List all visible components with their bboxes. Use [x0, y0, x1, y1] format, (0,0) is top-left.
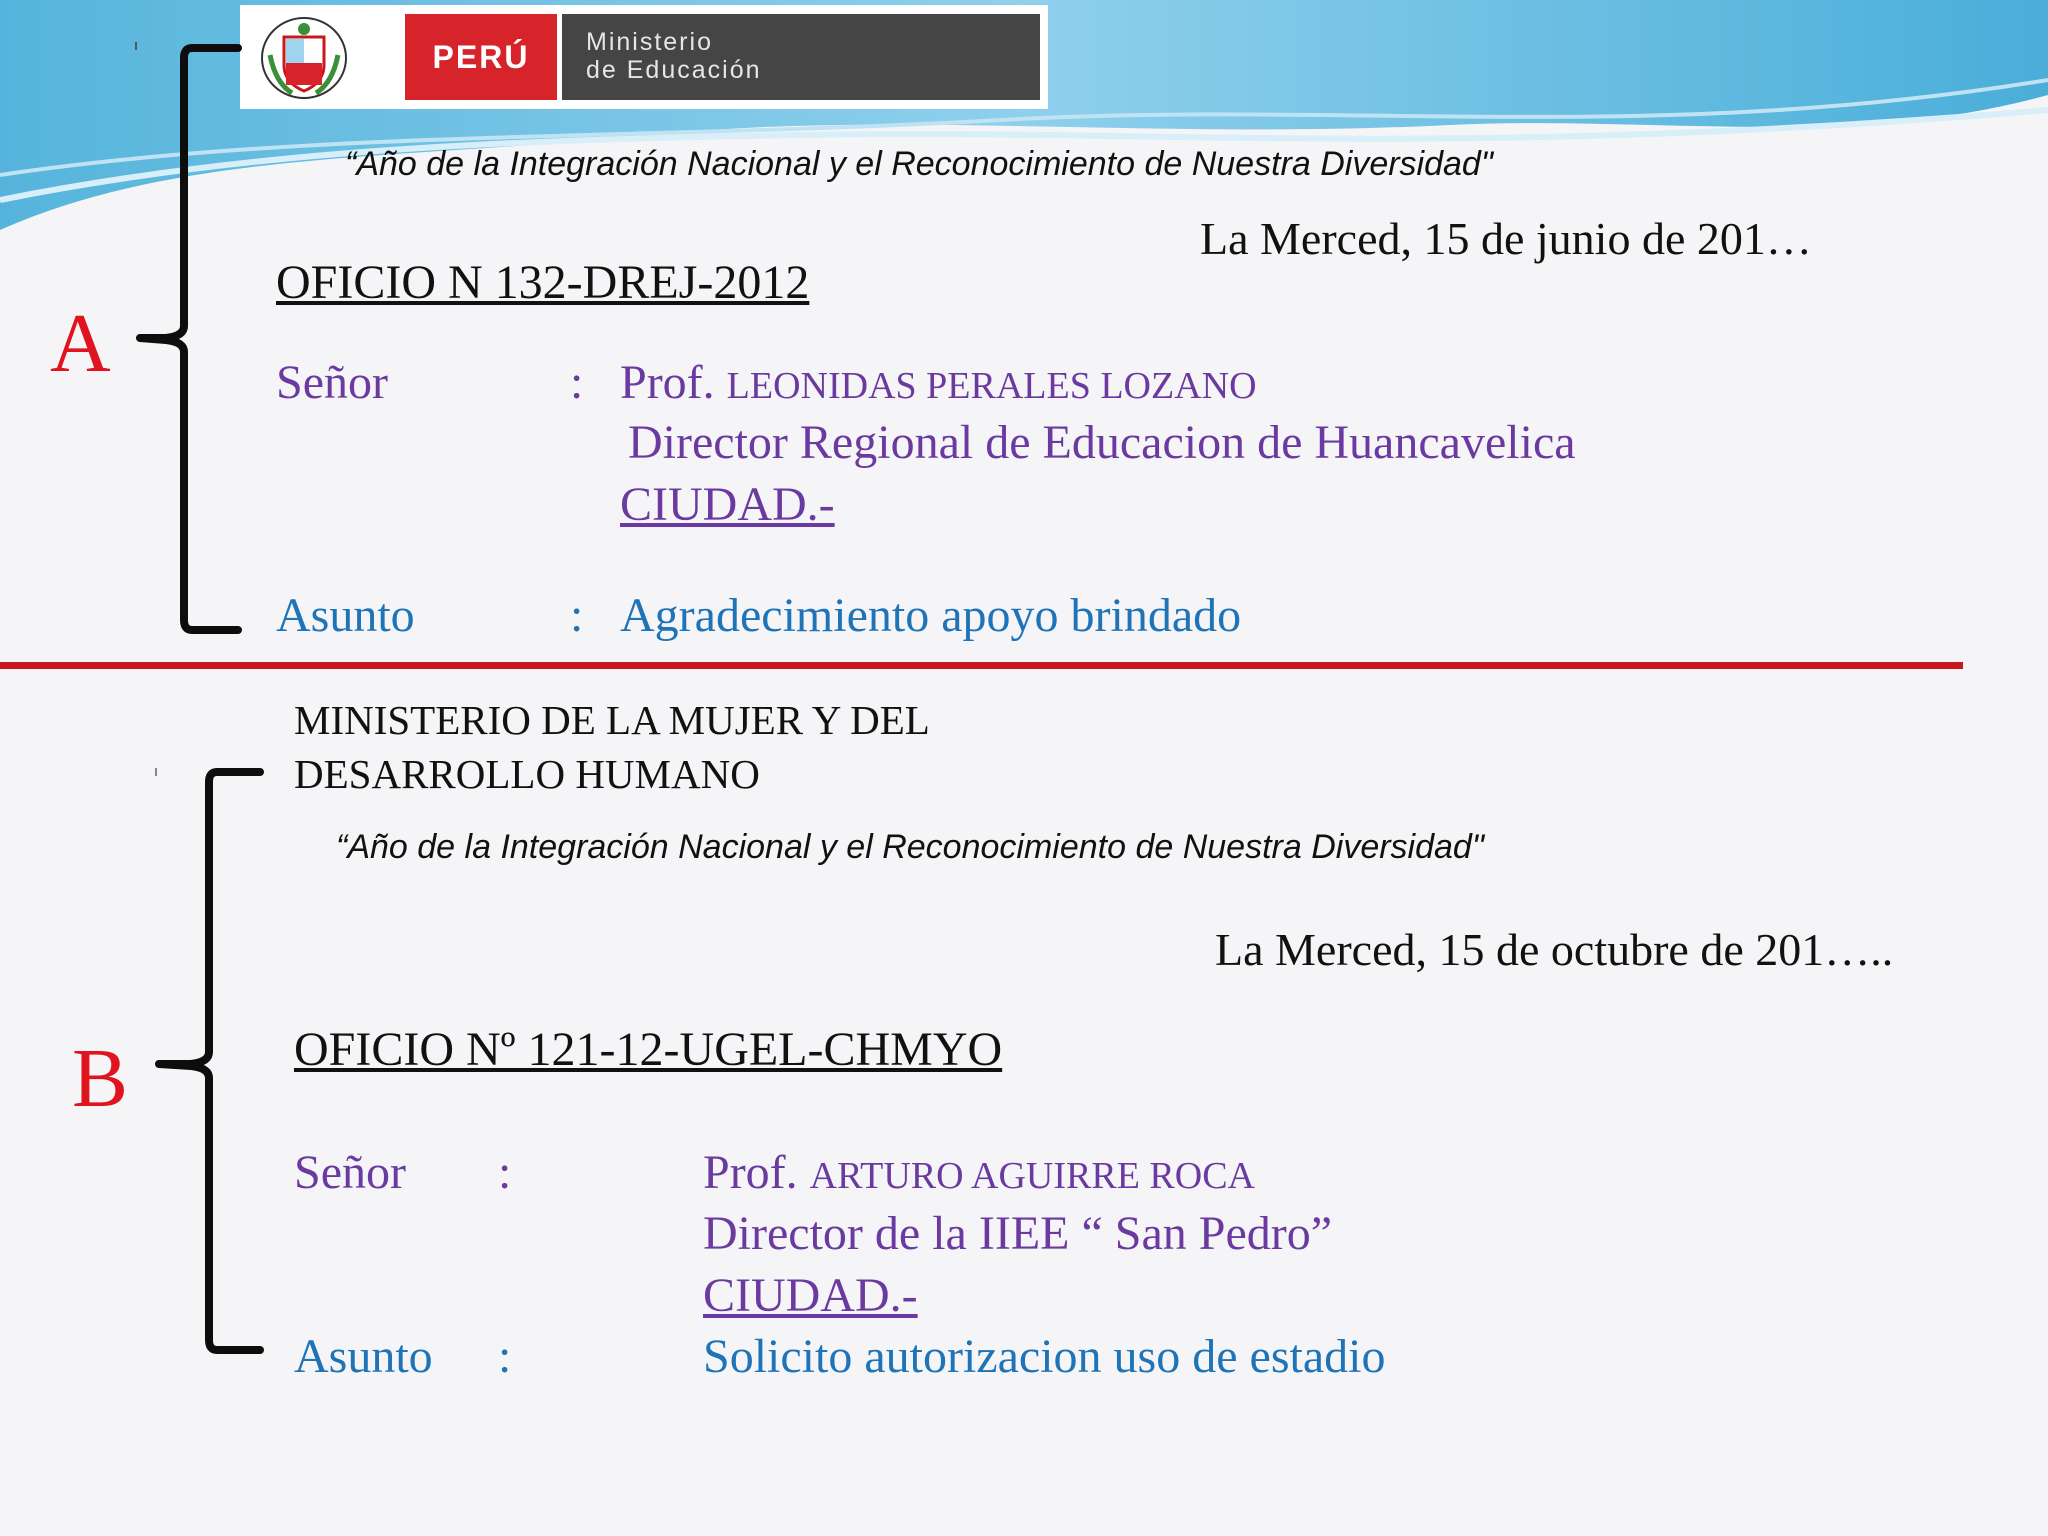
section-b-letter: B	[72, 1032, 129, 1125]
section-b-prof: Prof.	[703, 1146, 798, 1199]
section-b-recipient-title: Director de la IIEE “ San Pedro”	[703, 1207, 1333, 1260]
section-divider	[0, 662, 1963, 669]
brace-a-icon	[130, 40, 250, 640]
section-a-recipient-name: LEONIDAS PERALES LOZANO	[726, 365, 1257, 407]
section-a-asunto: Agradecimiento apoyo brindado	[620, 589, 1242, 642]
section-a-letter: A	[50, 297, 111, 390]
section-b-ministry-line-1: MINISTERIO DE LA MUJER Y DEL	[294, 697, 930, 743]
section-b-recipient	[703, 1145, 1255, 1200]
section-a-date: La Merced, 15 de junio de 201…	[1200, 213, 1812, 264]
section-a-asunto-colon: :	[570, 589, 584, 642]
section-b-ministry	[294, 693, 930, 801]
section-b-senor-colon: :	[498, 1146, 512, 1199]
brace-b-icon	[145, 760, 265, 1360]
section-b-asunto-colon: :	[498, 1330, 512, 1383]
section-b-motto: “Año de la Integración Nacional y el Reconocimiento de Nuestra Diversidad"	[336, 828, 1484, 866]
section-a-recipient-title: Director Regional de Educacion de Huancavelica	[628, 416, 1576, 469]
section-b-oficio-number: OFICIO Nº 121-12-UGEL-CHMYO	[294, 1023, 1003, 1076]
section-a-motto: “Año de la Integración Nacional y el Reconocimiento de Nuestra Diversidad"	[345, 145, 1493, 183]
section-a-prof: Prof.	[620, 356, 715, 409]
peru-coat-of-arms-icon	[260, 15, 348, 101]
section-b-asunto: Solicito autorizacion uso de estadio	[703, 1330, 1386, 1383]
section-a-senor-colon: :	[570, 356, 584, 409]
section-a-asunto-label: Asunto	[276, 589, 415, 642]
section-a-recipient	[620, 355, 1257, 410]
peru-label: PERÚ	[405, 14, 557, 100]
section-b-asunto-label: Asunto	[294, 1330, 433, 1383]
ministry-line-1: Ministerio	[586, 28, 713, 56]
section-b-ciudad: CIUDAD.-	[703, 1269, 918, 1322]
ministry-logo	[240, 5, 1048, 109]
section-b-senor-label: Señor	[294, 1146, 406, 1199]
ministry-line-2: de Educación	[586, 56, 762, 84]
section-a-ciudad: CIUDAD.-	[620, 478, 835, 531]
section-b-recipient-name: ARTURO AGUIRRE ROCA	[809, 1155, 1255, 1197]
section-b-ministry-line-2: DESARROLLO HUMANO	[294, 751, 760, 797]
section-b-date: La Merced, 15 de octubre de 201…..	[1215, 924, 1894, 975]
section-a-oficio-number: OFICIO N 132-DREJ-2012	[276, 256, 810, 309]
ministry-label	[562, 14, 1040, 100]
section-a-senor-label: Señor	[276, 356, 388, 409]
